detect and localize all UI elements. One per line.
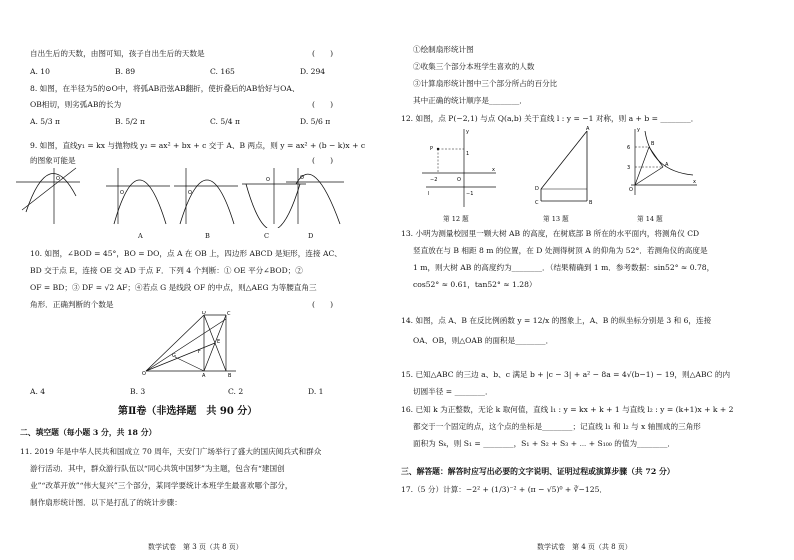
svg-text:B: B [589,200,593,206]
right-footer: 数学试卷 第 4 页（共 8 页） [537,543,632,551]
svg-text:1: 1 [466,151,470,157]
q13-line4: cos52° ≈ 0.61，tan52° ≈ 1.28） [413,280,537,289]
section2-title: 二、填空题（每小题 3 分，共 18 分） [20,428,157,437]
svg-text:C: C [535,200,539,206]
q7-choice-a: A. 10 [30,67,50,76]
part2-title: 第Ⅱ卷（非选择题 共 90 分） [118,406,258,417]
q9-label-c: C [264,232,270,240]
svg-text:O: O [300,175,304,181]
q9-answer-paren: ( ) [312,156,334,165]
q14-line1: 14. 如图，点 A、B 在反比例函数 y = 12/x 的图象上，A、B 的纵坐标分别是 3 和 6，连接 [401,316,712,325]
svg-text:A: A [586,126,590,132]
svg-text:G: G [172,353,176,359]
q10-figure [142,311,242,377]
svg-text:O: O [56,176,60,182]
q10-line4: 角形．正确判断的个数是 [30,300,114,309]
svg-text:O: O [120,190,124,196]
svg-text:x: x [492,167,495,173]
q9-graphs [14,166,344,228]
q16-line3: 面积为 Sₖ，则 S₁ = ________，S₁ + S₂ + S₃ + ⋯ + S₁₀₀ 的值为________． [413,439,676,448]
svg-text:D: D [202,311,206,316]
q9-line2: 的图象可能是 [30,156,76,165]
svg-text:−1: −1 [466,191,474,197]
q16-line2: 都交于一个固定的点，这个点的坐标是________；记直线 l₁ 和 l₂ 与 x 轴围成的三角形 [413,422,701,431]
q9-option-c-graph [242,168,306,228]
q9-label-a: A [138,232,143,240]
step-2: ②收集三个部分本班学生喜欢的人数 [413,62,535,71]
left-footer: 数学试卷 第 3 页（共 8 页） [148,543,243,551]
q10-line2: BD 交于点 E，连接 OE 交 AD 于点 F．下列 4 个判断：① OE 平分∠BOD；② [30,266,303,275]
q10-line3: OF = BD；③ DF = √2 AF；④若点 G 是线段 OF 的中点，则△AEG 为等腰直角三 [30,283,317,292]
q8-choice-d: D. 5/6 π [300,117,331,126]
q14-line2: OA、OB，则△OAB 的面积是________． [413,336,554,345]
order-question: 其中正确的统计顺序是________． [413,96,527,105]
q9-option-b-graph [174,168,238,224]
q7-choice-c: C. 165 [210,67,235,76]
q10-choice-d: D. 1 [308,387,324,396]
q10-answer-paren: ( ) [312,300,334,309]
q10-choice-c: C. 2 [228,387,244,396]
svg-text:E: E [217,339,221,345]
q8-line1: 8. 如图，在半径为5的⊙O中，将弧AB沿弦AB翻折，使折叠后的AB恰好与OA、 [30,84,300,93]
q7-choice-d: D. 294 [300,67,326,76]
q9-label-d: D [308,232,314,240]
svg-text:B: B [228,373,232,377]
svg-text:O: O [629,187,633,193]
q7-tail: 自出生后的天数，由图可知，孩子自出生后的天数是 [30,49,205,58]
q17: 17.（5 分）计算：−2² + (1/3)⁻² + (π − √5)⁰ + ∛−125． [401,485,608,494]
q12: 12. 如图，点 P(−2,1) 与点 Q(a,b) 关于直线 l : y = −1 对称，则 a + b = ________． [401,114,699,123]
q13-line3: 1 m，则大树 AB 的高度约为________．（结果精确到 1 m．参考数据：sin52° ≈ 0.78， [413,263,715,272]
q15-line2: 切圆半径 = ________． [413,387,493,396]
svg-text:O: O [188,190,192,196]
svg-text:A: A [202,373,206,377]
right-page [397,0,794,560]
step-1: ①绘制扇形统计图 [413,45,474,54]
svg-text:F: F [198,349,201,355]
fig14 [621,125,701,210]
svg-text:−2: −2 [430,177,438,183]
q8-choice-a: A. 5/3 π [30,117,60,126]
svg-text:A: A [665,162,669,168]
q11-line2: 游行活动．其中，群众游行队伍以“同心共筑中国梦”为主题，包含有“建国创 [30,464,285,473]
section3-title: 三、解答题：解答时应写出必要的文字说明、证明过程或演算步骤（共 72 分） [401,467,675,476]
q13-line2: 竖直放在与 B 相距 8 m 的位置，在 D 处测得树顶 A 的仰角为 52°．若测角仪的高度是 [413,246,708,255]
svg-text:O: O [457,177,461,183]
fig13 [531,125,611,210]
q11-line4: 制作扇形统计图．以下是打乱了的统计步骤： [30,498,182,507]
svg-text:y: y [466,129,469,135]
q10-choice-b: B. 3 [130,387,146,396]
q11-line3: 业”“改革开放”“伟大复兴”三个部分，某同学要统计本班学生最喜欢哪个部分， [30,481,293,490]
q9-option-a-graph [106,168,170,224]
svg-text:C: C [227,311,231,317]
q9-line1: 9. 如图，直线y₁ = kx 与抛物线 y₂ = ax² + bx + c 交于 A、B 两点，则 y = ax² + (b − k)x + c [30,141,366,150]
svg-text:O: O [142,371,146,377]
svg-text:P: P [430,146,434,152]
svg-text:x: x [693,179,696,185]
q8-choice-c: C. 5/4 π [210,117,240,126]
step-3: ③计算扇形统计图中三个部分所占的百分比 [413,79,558,88]
q7-choice-b: B. 89 [115,67,136,76]
fig12 [420,125,500,210]
q9-option-d-graph [286,168,344,224]
fig13-caption: 第 13 题 [543,215,569,223]
q8-line2: OB相切，则劣弧AB的长为 [30,100,122,109]
q7-answer-paren: ( ) [312,49,334,58]
fig12-caption: 第 12 题 [443,215,469,223]
q9-figure-graph [16,168,80,224]
q10-line1: 10. 如图，∠BOD = 45°，BO = DO，点 A 在 OB 上，四边形 ABCD 是矩形，连接 AC、 [30,249,342,258]
svg-text:O: O [266,177,270,183]
q8-choice-b: B. 5/2 π [115,117,146,126]
q15-line1: 15. 已知△ABC 的三边 a、b、c 满足 b + |c − 3| + a² − 8a = 4√(b−1) − 19，则△ABC 的内 [401,370,731,379]
q8-answer-paren: ( ) [312,100,334,109]
svg-text:3: 3 [627,165,631,171]
q9-label-b: B [205,232,210,240]
svg-text:6: 6 [627,145,631,151]
svg-text:B: B [651,141,655,147]
q10-choice-a: A. 4 [30,387,46,396]
svg-text:l: l [428,191,430,197]
fig14-caption: 第 14 题 [637,215,663,223]
q16-line1: 16. 已知 k 为正整数，无论 k 取何值，直线 l₁ : y = kx + k + 1 与直线 l₂ : y = (k+1)x + k + 2 [401,405,734,414]
svg-text:y: y [637,127,640,133]
svg-text:D: D [535,186,539,192]
q13-line1: 13. 小明为测量校园里一颗大树 AB 的高度，在树底部 B 所在的水平面内，将测角仪 CD [401,229,700,238]
q11-line1: 11. 2019 年是中华人民共和国成立 70 周年，天安门广场举行了盛大的国庆阅兵式和群众 [20,447,322,456]
